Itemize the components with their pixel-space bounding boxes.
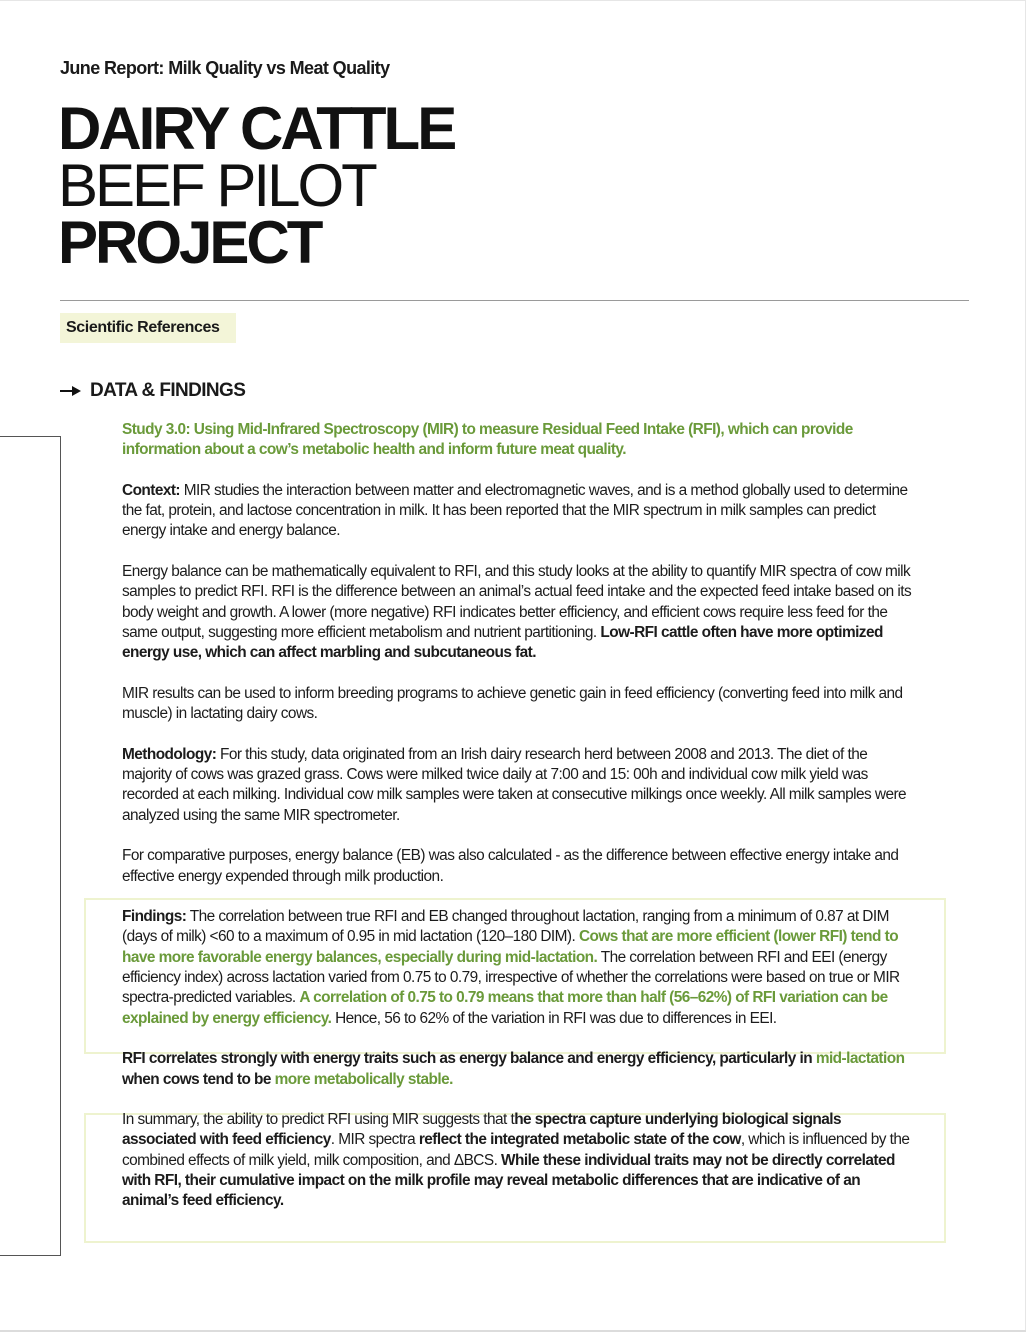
summary-paragraph [122, 1110, 912, 1211]
findings-paragraph [122, 907, 912, 1029]
rfi-statement-green-2: more metabolically stable. [274, 1070, 453, 1088]
breeding-paragraph: MIR results can be used to inform breeding programs to achieve genetic gain in feed efficiency (converting feed into milk and muscle) in lactating dairy cows. [122, 684, 903, 723]
methodology-text: For this study, data originated from an Irish dairy research herd between 2008 and 2013. The diet of the majority of cows was grazed grass. Cows were milked twice daily at 7:00 and 15: 00h and individual cow milk yield was recorded at each milking. Individual cow milk samples were taken at consecutive milkings once weekly. All milk samples were analyzed using the same MIR spectrometer. [122, 745, 907, 824]
rfi-statement-paragraph [122, 1049, 912, 1090]
energy-balance-bold: Low-RFI cattle often have more optimized energy use, which can affect marbling and subcutaneous fat. [122, 623, 883, 662]
rfi-statement-green-1: mid-lactation [815, 1050, 905, 1068]
header-divider [60, 300, 969, 301]
findings-label: Findings: [122, 908, 187, 926]
findings-text-2: The correlation between RFI and EEI (energy efficiency index) across lactation varied from 0.75 to 0.79, irrespective of whether the correlations were based on true or MIR spectra-predicted variables. [122, 948, 900, 1007]
title-line-1: DAIRY CATTLE [58, 95, 455, 162]
summary-bold-1: he spectra capture underlying biological signals associated with feed efficiency [122, 1111, 842, 1149]
study-title: Study 3.0: Using Mid-Infrared Spectroscopy (MIR) to measure Residual Feed Intake (RFI), which can provide information about a cow’s metabolic health and inform future meat quality. [122, 421, 853, 459]
energy-balance-paragraph [122, 562, 912, 663]
summary-text-3: , which is influenced by the combined effects of milk yield, milk composition, and ΔBCS. [122, 1131, 910, 1169]
summary-bold-2: reflect the integrated metabolic state of the cow [418, 1131, 741, 1149]
context-label: Context: [122, 481, 181, 499]
context-paragraph [122, 481, 912, 542]
section-heading-label: DATA & FINDINGS [90, 380, 246, 401]
rfi-statement-bold-2: when cows tend to be [122, 1070, 275, 1088]
rfi-statement-bold-1: RFI correlates strongly with energy traits such as energy balance and energy efficiency, particularly in [122, 1050, 816, 1068]
page-border-top [0, 0, 1026, 1]
findings-highlight-1: Cows that are more efficient (lower RFI) tend to have more favorable energy balances, especially during mid-lactation. [122, 928, 899, 966]
title-line-3: PROJECT [58, 209, 321, 276]
title-line-2: BEEF PILOT [58, 152, 375, 219]
arrow-right-icon [60, 385, 82, 397]
methodology-paragraph [122, 745, 912, 826]
section-heading [60, 380, 245, 402]
methodology-label: Methodology: [122, 745, 217, 763]
findings-text-3: Hence, 56 to 62% of the variation in RFI was due to differences in EEI. [331, 1009, 777, 1027]
report-label: June Report: Milk Quality vs Meat Quality [60, 58, 390, 78]
scientific-references-badge: Scientific References [60, 313, 236, 343]
findings-highlight-2: A correlation of 0.75 to 0.79 means that more than half (56–62%) of RFI variation can be explained by energy efficiency. [122, 989, 888, 1027]
findings-text-1: The correlation between true RFI and EB changed throughout lactation, ranging from a minimum of 0.87 at DIM (days of milk) <60 to a maximum of 0.95 in mid lactation (120–180 DIM). [122, 908, 889, 946]
left-margin-bracket [0, 436, 61, 1256]
energy-balance-text: Energy balance can be mathematically equivalent to RFI, and this study looks at the ability to quantify MIR spectra of cow milk samples to predict RFI. RFI is the difference between an animal’s actual feed intake and the expected feed intake based on its body weight and growth. A lower (more negative) RFI indicates better efficiency, and efficient cows require less feed for the same output, suggesting more efficient metabolism and nutrient partitioning. [122, 563, 912, 641]
summary-text-2: . MIR spectra [330, 1131, 419, 1149]
page-title [58, 95, 455, 276]
summary-text-1: In summary, the ability to predict RFI using MIR suggests that t [122, 1111, 515, 1129]
article-body [122, 420, 912, 1232]
comparative-paragraph: For comparative purposes, energy balance (EB) was also calculated - as the difference between effective energy intake and effective energy expended through milk production. [122, 847, 899, 885]
context-text: MIR studies the interaction between matter and electromagnetic waves, and is a method globally used to determine the fat, protein, and lactose concentration in milk. It has been reported that the MIR spectrum in milk samples can predict energy intake and energy balance. [122, 481, 908, 540]
summary-bold-3: While these individual traits may not be directly correlated with RFI, their cumulative impact on the milk profile may reveal metabolic differences that are indicative of an animal’s feed efficiency. [122, 1151, 895, 1210]
